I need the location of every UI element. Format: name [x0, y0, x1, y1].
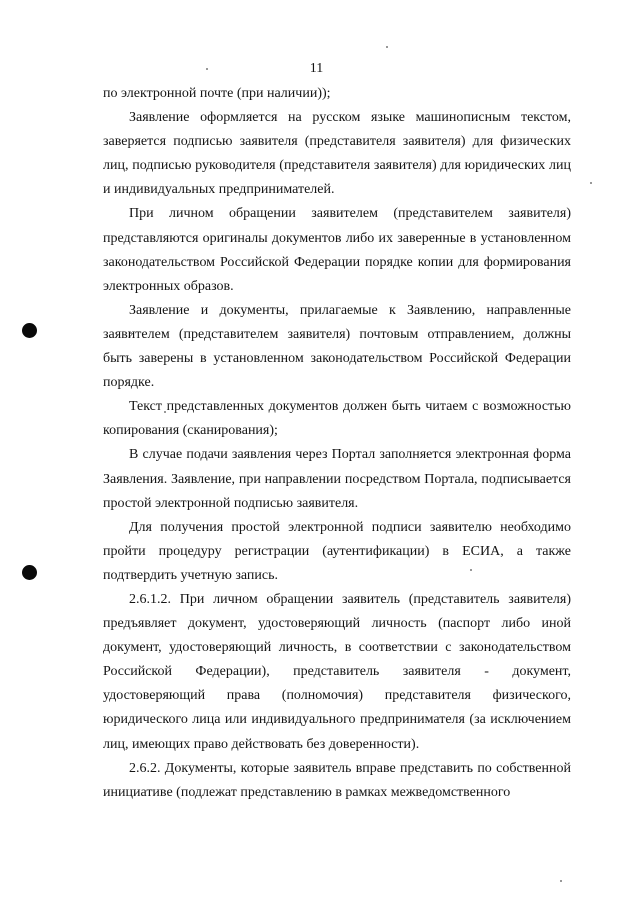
punch-hole-bottom	[22, 565, 37, 580]
scan-speck	[590, 182, 592, 184]
paragraph-application-format: Заявление оформляется на русском языке машинописным текстом, заверяется подписью заявителя (представителя заявителя) для физических лиц, подписью руководителя (представителя заявителя) для юридических лиц и индивидуальных предпринимателей.	[103, 110, 571, 198]
scan-speck	[386, 46, 388, 48]
punch-hole-top	[22, 323, 37, 338]
paragraph-section-2-6-1-2: 2.6.1.2. При личном обращении заявитель (представитель заявителя) предъявляет документ, удостоверяющий личность (паспорт либо иной документ, удостоверяющий личность, в соответствии с законодательством Российской Федерации), представитель заявителя - документ, удостоверяющий права (полномочия) представителя физического, юридического лица или индивидуального предпринимателя (за исключением лиц, имеющих право действовать без доверенности).	[103, 591, 571, 752]
paragraph-portal-submission: В случае подачи заявления через Портал заполняется электронная форма Заявления. Заявление, при направлении посредством Портала, подписывается простой электронной подписью заявителя.	[103, 447, 571, 511]
paragraph-email-continuation: по электронной почте (при наличии));	[103, 86, 331, 101]
paragraph-readable-text: Текст представленных документов должен быть читаем с возможностью копирования (сканирования);	[103, 399, 571, 439]
document-body	[103, 82, 571, 805]
paragraph-postal-submission: Заявление и документы, прилагаемые к Заявлению, направленные заявителем (представителем заявителя) почтовым отправлением, должны быть заверены в установленном законодательством Российской Федерации порядке.	[103, 302, 571, 391]
paragraph-section-2-6-2: 2.6.2. Документы, которые заявитель вправе представить по собственной инициативе (подлежат представлению в рамках межведомственного	[103, 760, 571, 800]
scan-speck	[560, 880, 562, 882]
paragraph-electronic-signature: Для получения простой электронной подписи заявителю необходимо пройти процедуру регистрации (аутентификации) в ЕСИА, а также подтвердить учетную запись.	[103, 519, 571, 583]
paragraph-personal-visit: При личном обращении заявителем (представителем заявителя) представляются оригиналы документов либо их заверенные в установленном законодательством Российской Федерации порядке копии для формирования электронных образов.	[103, 206, 571, 294]
page-number: 11	[309, 61, 324, 76]
